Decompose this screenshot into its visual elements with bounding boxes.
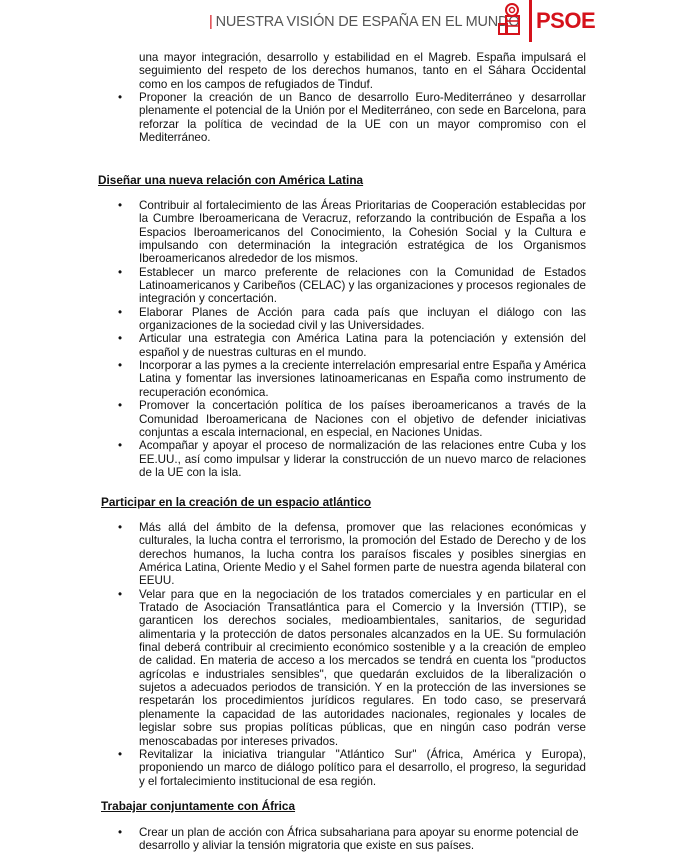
list-item-text: Establecer un marco preferente de relaciones con la Comunidad de Estados Latinoamericanos y Caribeños (CELAC) y las organizaciones y procesos regionales de integración y concertación. xyxy=(139,265,586,306)
section-list xyxy=(0,199,681,479)
list-item xyxy=(0,359,586,399)
list-item xyxy=(0,826,586,853)
bullet-icon: • xyxy=(118,91,123,105)
bullet-icon: • xyxy=(118,587,123,601)
bullet-icon: • xyxy=(118,439,123,453)
list-item xyxy=(0,521,586,588)
bullet-icon: • xyxy=(118,265,123,279)
list-item-text: Crear un plan de acción con África subsahariana para apoyar su enorme potencial de desarrollo y aliviar la tensión migratoria que existe en sus países. xyxy=(139,826,579,853)
list-item-text: Incorporar a las pymes a la creciente interrelación empresarial entre España y América Latina y fomentar las inversiones latinoamericanas en España como instrumento de recuperación económica. xyxy=(139,359,586,399)
bullet-icon: • xyxy=(118,521,123,534)
intro-list xyxy=(0,51,681,144)
bullet-icon: • xyxy=(118,747,123,761)
section-heading: Participar en la creación de un espacio atlántico xyxy=(101,495,372,509)
bullet-icon: • xyxy=(118,199,123,212)
list-item xyxy=(0,266,586,306)
list-item-text: Acompañar y apoyar el proceso de normalización de las relaciones entre Cuba y los EE.UU., así como impulsar y liderar la construcción de un nuevo marco de relaciones de la UE con la isla. xyxy=(139,439,586,479)
list-item-text: Promover la concertación política de los países iberoamericanos a través de la Comunidad Iberoamericana de Naciones con el objetivo de defender iniciativas conjuntas a escala internacional, en especial, en Naciones Unidas. xyxy=(139,399,586,439)
section-heading: Trabajar conjuntamente con África xyxy=(101,799,296,813)
list-item xyxy=(0,399,586,439)
list-item xyxy=(0,199,586,266)
list-item-text: una mayor integración, desarrollo y estabilidad en el Magreb. España impulsará el seguimiento del respeto de los derechos humanos, tanto en el Sáhara Occidental como en los campos de refugiados de Tinduf. xyxy=(139,51,586,91)
list-item xyxy=(0,51,586,91)
header-title-text: NUESTRA VISIÓN DE ESPAÑA EN EL MUNDO xyxy=(215,14,520,30)
list-item xyxy=(0,439,586,479)
list-item xyxy=(0,332,586,359)
bullet-icon: • xyxy=(118,332,123,346)
bullet-icon: • xyxy=(118,826,123,839)
list-item-text: Revitalizar la iniciativa triangular "Atlántico Sur" (África, América y Europa), proponiendo un marco de diálogo político para el desarrollo, el progreso, la seguridad y el fortalecimiento institucional de esa región. xyxy=(139,747,586,788)
list-item xyxy=(0,748,586,788)
psoe-logo: PSOE xyxy=(536,8,596,33)
list-item-text: Elaborar Planes de Acción para cada país que incluyan el diálogo con las organizaciones de la sociedad civil y las Universidades. xyxy=(139,305,586,333)
rose-fist-logo-icon xyxy=(497,2,523,38)
section-heading: Diseñar una nueva relación con América Latina xyxy=(98,173,364,187)
header-title: | NUESTRA VISIÓN DE ESPAÑA EN EL MUNDO xyxy=(209,14,520,30)
list-item-text: Velar para que en la negociación de los tratados comerciales y en particular en el Tratado de Asociación Transatlántica para el Comercio y la Inversión (TTIP), se garanticen los derechos sociales, medioambientales, sanitarios, de seguridad alimentaria y la protección de datos personales alcanzados en la UE. Su formulación final deberá contribuir al crecimiento económico sostenible y a la creación de empleo de calidad. En materia de acceso a los mercados se tendrá en cuenta los "productos agrícolas e industriales sensibles", que quedarán excluidos de la liberalización o sujetos a adecuados periodos de transición. Y en la protección de las inversiones se respetarán los procedimientos jurídicos regulares. En todo caso, se preservará plenamente la capacidad de las autoridades nacionales, regionales y locales de legislar sobre sus propias políticas públicas, que en ningún caso podrán verse menoscabadas por intereses privados. xyxy=(139,587,586,748)
list-item xyxy=(0,306,586,333)
bullet-icon: • xyxy=(118,399,123,413)
list-item-text: Contribuir al fortalecimiento de las Áreas Prioritarias de Cooperación establecidas por la Cumbre Iberoamericana de Veracruz, reforzando la contribución de España a los Espacios Iberoamericanos del Conocimiento, la Cohesión Social y la Cultura e impulsando con determinación la integración estratégica de los Organismos Iberoamericanos alrededor de los mismos. xyxy=(139,199,586,266)
section-list xyxy=(0,521,681,788)
list-item xyxy=(0,588,586,748)
section-list xyxy=(0,826,681,853)
list-item-text: Articular una estrategia con América Latina para la potenciación y extensión del español y de nuestras culturas en el mundo. xyxy=(139,332,586,359)
logo-divider xyxy=(529,0,532,42)
bullet-icon: • xyxy=(118,305,123,319)
list-item-text: Proponer la creación de un Banco de desarrollo Euro-Mediterráneo y desarrollar plenamente el potencial de la Unión por el Mediterráneo, con sede en Barcelona, para reforzar la política de vecindad de la UE con un mayor compromiso con el Mediterráneo. xyxy=(139,91,586,145)
list-item xyxy=(0,91,586,144)
bullet-icon: • xyxy=(118,359,123,373)
list-item-text: Más allá del ámbito de la defensa, promover que las relaciones económicas y culturales, la lucha contra el terrorismo, la promoción del Estado de Derecho y de los derechos humanos, la lucha contra los paraísos fiscales y posibles sinergias en América Latina, Oriente Medio y el Sahel formen parte de nuestra agenda bilateral con EEUU. xyxy=(139,521,586,588)
